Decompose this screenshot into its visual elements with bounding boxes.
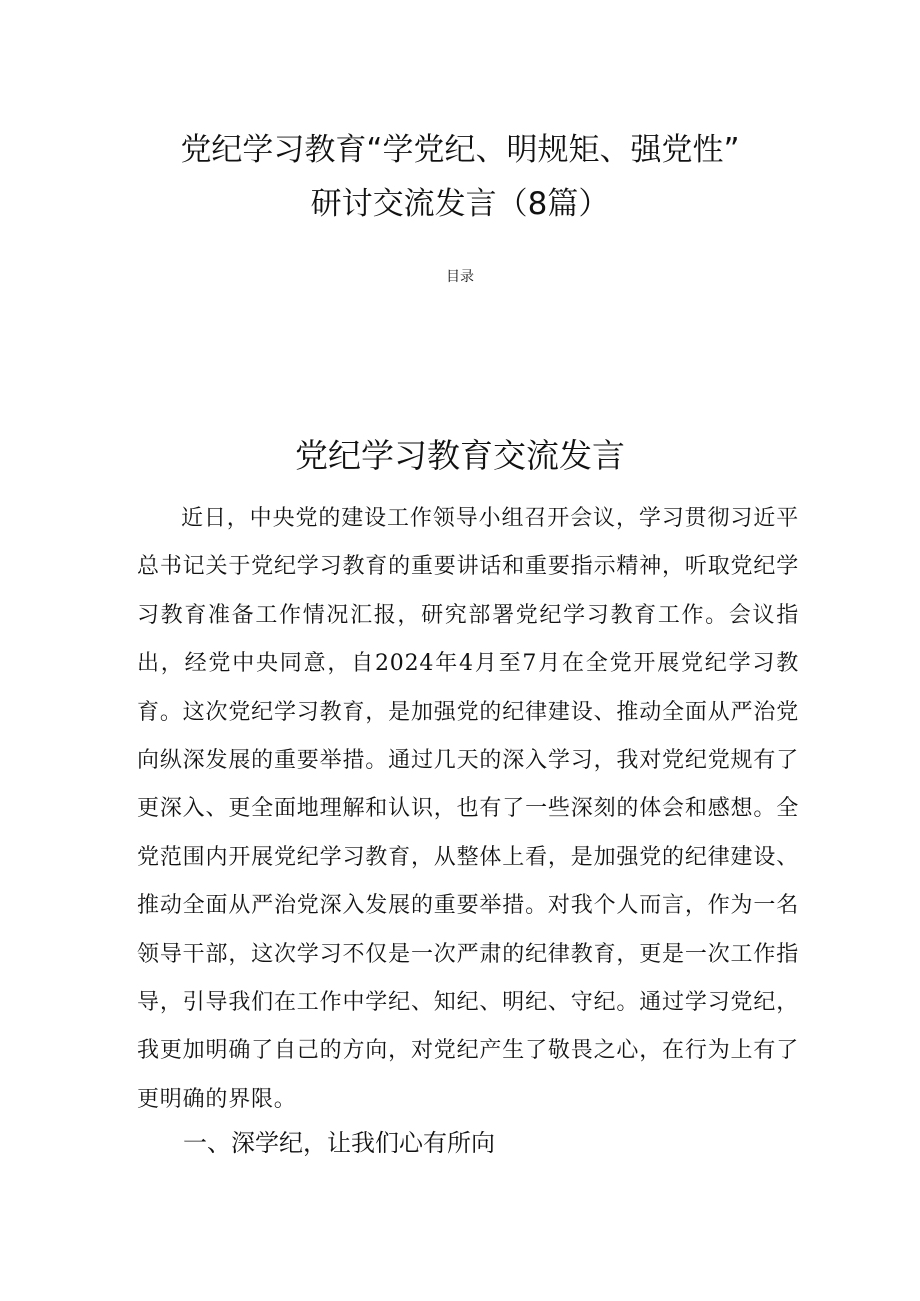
document-title-line-2: 研讨交流发言（8篇） xyxy=(310,186,610,222)
subheading: 一、深学纪，让我们心有所向 xyxy=(183,1129,495,1157)
body-paragraph: 近日，中央党的建设工作领导小组召开会议，学习贯彻习近平总书记关于党纪学习教育的重要讲话和重要指示精神，听取党纪学习教育准备工作情况汇报，研究部署党纪学习教育工作。会议指出，经党中央同意，自2024年4月至7月在全党开展党纪学习教育。这次党纪学习教育，是加强党的纪律建设、推动全面从严治党向纵深发展的重要举措。通过几天的深入学习，我对党纪党规有了更深入、更全面地理解和认识，也有了一些深刻的体会和感想。全党范围内开展党纪学习教育，从整体上看，是加强党的纪律建设、推动全面从严治党深入发展的重要举措。对我个人而言，作为一名领导干部，这次学习不仅是一次严肃的纪律教育，更是一次工作指导，引导我们在工作中学纪、知纪、明纪、守纪。通过学习党纪，我更加明确了自己的方向，对党纪产生了敬畏之心，在行为上有了更明确的界限。 xyxy=(137,506,799,1112)
document-title-line-1: 党纪学习教育“学党纪、明规矩、强党性” xyxy=(180,132,740,168)
section-title: 党纪学习教育交流发言 xyxy=(295,436,625,475)
table-of-contents-label: 目录 xyxy=(446,269,474,285)
